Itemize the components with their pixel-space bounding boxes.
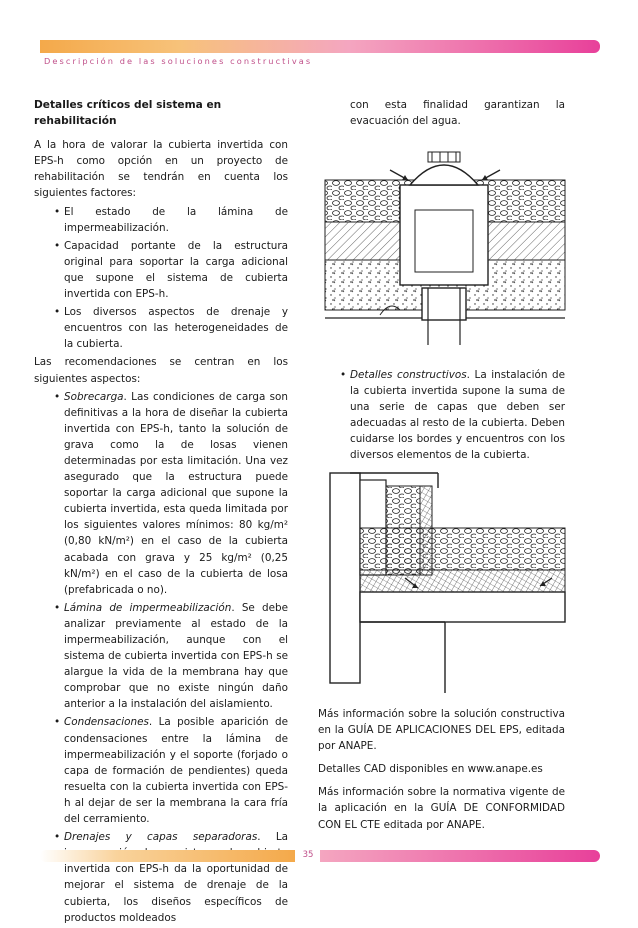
footer-bar-left [40, 850, 295, 862]
list-item [64, 714, 288, 827]
item-term: Drenajes y capas separadoras [64, 831, 258, 844]
header-gradient-bar [40, 40, 600, 53]
roof-drain-drawing [320, 140, 570, 345]
list-item [64, 389, 288, 598]
parapet-detail-drawing [320, 468, 570, 693]
list-item: • Los diversos aspectos de drenaje y encuentros con las heterogeneidades de la cubierta. [64, 304, 288, 352]
item-term: Condensaciones [64, 716, 149, 729]
item-text: . La invertida con EPS-h da la oportunidad de mejorar el sistema de drenaje de la cubierta, los diseños específicos de productos moldeados [64, 831, 288, 924]
item-term: Detalles constructivos [350, 369, 467, 381]
left-column [34, 97, 288, 928]
page-number: 35 [302, 850, 314, 860]
details-list [318, 367, 565, 464]
item-term: Sobrecarga [64, 390, 124, 403]
section-heading: Detalles críticos del sistema en rehabilitación [34, 99, 222, 128]
cad-paragraph: Detalles CAD disponibles en www.anape.es [318, 763, 543, 776]
right-column-middle [318, 365, 565, 466]
factors-list [34, 204, 288, 353]
item-text: . Se debe analizar previamente al estado de la impermeabilización, aunque con el sistema de cubierta invertida con EPS-h se alargue la vida de la membrana hay que comprobar que no existe ningún daño anterior a la instalación del aislamiento. [64, 601, 289, 711]
list-item [64, 829, 288, 926]
info-paragraph: Más información sobre la solución constructiva en la GUÍA DE APLICACIONES DEL EPS, editada por ANAPE. [318, 708, 565, 753]
list-item [64, 600, 288, 713]
section-title: Descripción de las soluciones constructivas [44, 56, 313, 66]
right-column-bottom [318, 706, 565, 840]
list-item: • El estado de la lámina de impermeabilización. [64, 204, 288, 236]
footer-bar-right [320, 850, 600, 862]
item-term: Lámina de impermeabilización [64, 601, 232, 614]
continuation-paragraph: con esta finalidad garantizan la evacuación del agua. [350, 99, 565, 128]
list-item: • Capacidad portante de la estructura original para soportar la carga adicional que supone el sistema de cubierta invertida con EPS-h. [64, 238, 288, 302]
item-text: . Las condiciones de carga son definitivas a la hora de diseñar la cubierta invertida con EPS-h, tanto la solución de grava como la de losas vienen determinadas por esta limitación. Una vez asegurado que la estructura puede soportar la carga adicional que supone la cubierta invertida, esta queda limitada por los siguientes valores mínimos: 80 kg/m² (0,80 kN/m²) en el caso de la cubierta acabada con grava y 25 kg/m² (0,25 kN/m²) en el caso de la cubierta de losa (prefabricada o no). [64, 390, 288, 596]
intro-paragraph: A la hora de valorar la cubierta invertida con EPS-h como opción en un proyecto de rehabilitación se tendrán en cuenta los siguientes factores: [34, 139, 288, 200]
right-column-top [318, 97, 565, 129]
regulation-paragraph: Más información sobre la normativa vigente de la aplicación en la GUÍA DE CONFORMIDAD CON EL CTE editada por ANAPE. [318, 786, 565, 831]
item-text: . La instalación de la cubierta invertida supone la suma de una serie de capas que deben ser adecuadas al resto de la cubierta. Deben cuidarse los bordes y encuentros con los diversos elementos de la cubierta. [350, 369, 566, 462]
list-item [350, 367, 565, 464]
recommendations-list [34, 389, 288, 926]
item-text: . La posible aparición de condensaciones entre la lámina de impermeabilización y el soporte (forjado o capa de formación de pendientes) queda resuelta con la cubierta invertida con EPS-h al dejar de ser la membrana la cara fría del cerramiento. [64, 716, 288, 826]
recommendations-paragraph: Las recomendaciones se centran en los siguientes aspectos: [34, 356, 288, 385]
